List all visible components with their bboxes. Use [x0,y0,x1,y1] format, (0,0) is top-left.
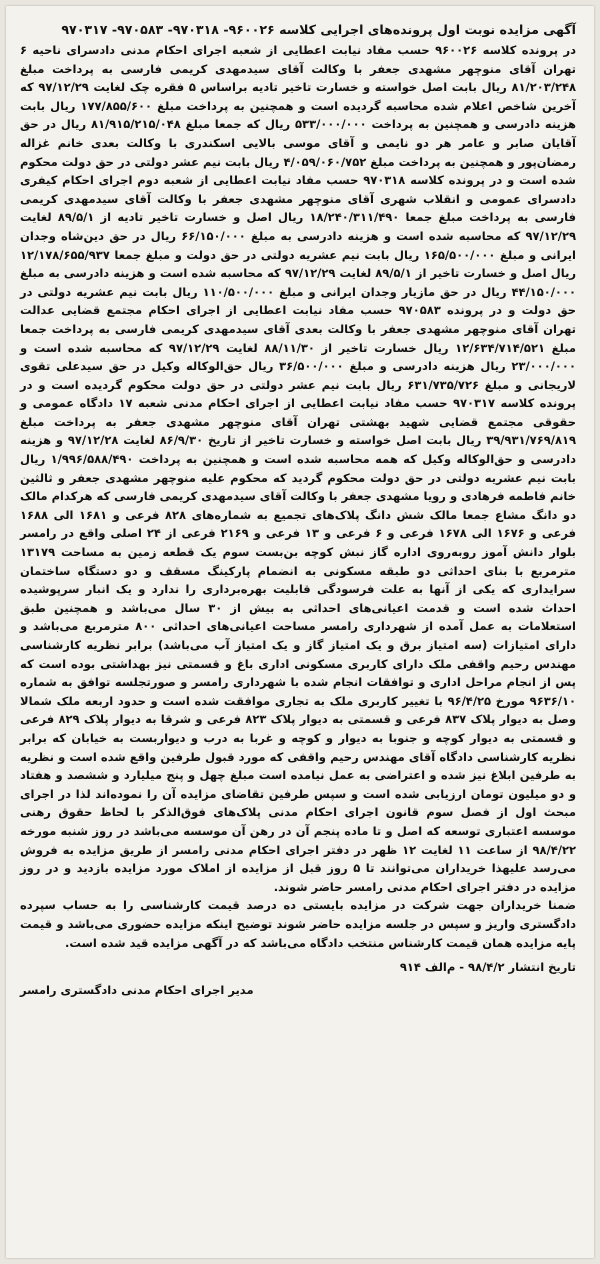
notice-title: آگهی مزایده نوبت اول پرونده‌های اجرایی کلاسه ۹۶۰۰۲۶- ۹۷۰۳۱۸- ۹۷۰۵۸۳- ۹۷۰۳۱۷ [61,22,576,37]
signature-line: مدیر اجرای احکام مدنی دادگستری رامسر [20,982,254,997]
notice-body [20,41,576,952]
notice-paragraph-1: در پرونده کلاسه ۹۶۰۰۲۶ حسب مفاد نیابت اعطایی از شعبه اجرای احکام مدنی دادسرای ناحیه ۶ تهران آقای منوچهر مشهدی جعفر با وکالت آقای سیدمهدی کریمی فارسی به پرداخت مبلغ ۸۱/۲۰۳/۲۴۸ ریال بابت اصل خواسته و خسارت تاخیر تادیه براساس ۵ فقره چک لغایت ۹۷/۱۲/۲۹ که آخرین شاخص اعلام شده محاسبه گردیده است و همچنین به پرداخت مبلغ ۱۷۷/۸۵۵/۶۰۰ ریال بابت هزینه دادرسی و همچنین به پرداخت ۵۳۳/۰۰۰/۰۰۰ ریال که جمعا مبلغ ۸۱/۹۱۵/۲۱۵/۰۴۸ ریال در حق آقایان صابر و عامر هر دو نایمی و آقای موسی بالایی اسکندری با وکالت بعدی خانم غزاله رمضان‌پور و همچنین به پرداخت مبلغ ۴/۰۵۹/۰۶۰/۷۵۲ ریال بابت نیم عشر دولتی در حق دولت محکوم شده است و در پرونده کلاسه ۹۷۰۳۱۸ حسب مفاد نیابت اعطایی از شعبه دوم اجرای احکام کیفری دادسرای عمومی و انقلاب شهری آقای منوچهر مشهدی جعفر با وکالت آقای سیدمهدی کریمی فارسی به پرداخت مبلغ جمعا ۱۸/۲۴۰/۳۱۱/۴۹۰ ریال اصل و خسارت تاخیر تادیه از ۸۹/۵/۱ لغایت ۹۷/۱۲/۲۹ که محاسبه شده است و هزینه دادرسی به مبلغ ۶۶/۱۵۰/۰۰۰ ریال در حق دین‌شاه وجدان ایرانی و مبلغ ۱۶۵/۵۰۰/۰۰۰ ریال بابت نیم عشریه دولتی در حق دولت و مبلغ جمعا ۱۲/۱۷۸/۶۵۵/۹۳۷ ریال اصل و خسارت تاخیر از ۸۹/۵/۱ لغایت ۹۷/۱۲/۲۹ که محاسبه شده است و هزینه دادرسی به مبلغ ۴۴/۱۵۰/۰۰۰ ریال در حق مازیار وجدان ایرانی و مبلغ ۱۱۰/۵۰۰/۰۰۰ ریال بابت نیم عشریه دولتی در حق دولت و در پرونده ۹۷۰۵۸۳ حسب مفاد نیابت اعطایی از اجرای احکام مجتمع قضایی عدالت تهران آقای منوچهر مشهدی جعفر با وکالت بعدی آقای سیدمهدی کریمی فارسی به پرداخت جمعا مبلغ ۱۲/۶۳۴/۷۱۴/۵۲۱ ریال خسارت تاخیر از ۸۸/۱۱/۳۰ لغایت ۹۷/۱۲/۲۹ که محاسبه شده است و ۲۳/۰۰۰/۰۰۰ ریال هزینه دادرسی و مبلغ ۳۶/۵۰۰/۰۰۰ ریال حق‌الوکاله وکیل در حق سیدعلی تقوی لاریجانی و مبلغ ۶۳۱/۷۳۵/۷۲۶ ریال بابت نیم عشر دولتی در حق دولت محکوم گردیده است و در پرونده کلاسه ۹۷۰۳۱۷ حسب مفاد نیابت اعطایی از اجرای احکام مدنی شعبه ۱۷ دادگاه عمومی و حقوقی مجتمع قضایی شهید بهشتی تهران آقای منوچهر مشهدی جعفر به پرداخت مبلغ ۳۹/۹۳۱/۷۶۹/۸۱۹ ریال بابت اصل خواسته و خسارت تاخیر از تاریخ ۸۶/۹/۳۰ لغایت ۹۷/۱۲/۲۸ و هزینه دادرسی و حق‌الوکاله وکیل که همه محاسبه شده است و همچنین به پرداخت ۱/۹۹۶/۵۸۸/۴۹۰ ریال بابت نیم عشریه دولتی در حق دولت محکوم گردید که محکوم علیه منوچهر مشهدی جعفر و ثالثین خانم فاطمه فرهادی و رویا مشهدی جعفر با وکالت آقای سیدمهدی کریمی فارسی که هرکدام مالک دو دانگ مشاع جمعا مالک شش دانگ پلاک‌های تجمیع به شماره‌های ۸۲۸ فرعی و ۱۶۸۱ الی ۱۶۸۸ فرعی و ۱۶۷۶ الی ۱۶۷۸ فرعی و ۶ فرعی و ۱۳ فرعی و ۲۱۶۹ فرعی از ۲۴ اصلی واقع در رامسر بلوار دانش آموز روبه‌روی اداره گاز نبش کوچه بن‌بست سوم یک قطعه زمین به مساحت ۱۳۱۷۹ مترمربع با بنای احداثی دو طبقه مسکونی به انضمام پارکینگ مسقف و دو دستگاه ساختمان سرایداری که یکی از آنها به علت فرسودگی قابلیت بهره‌برداری را ندارد و یک انبار سرپوشیده احداث شده است و قدمت اعیانی‌های احداثی به بیش از ۳۰ سال می‌باشد و همچنین طبق استعلامات به عمل آمده از شهرداری رامسر مساحت اعیانی‌های احداثی ۸۰۰ مترمربع می‌باشد و دارای امتیازات (سه امتیاز برق و یک امتیاز گاز و یک امتیاز آب می‌باشد) برابر نظریه کارشناسی مهندس رحیم واقفی ملک دارای کاربری مسکونی اداری باغ و قسمتی نیز بهداشتی بوده است که پس از انجام مراحل اداری و توافقات انجام شده با شهرداری رامسر و صورتجلسه توافق به شماره ۹۶۳۶/۱۰ مورخ ۹۶/۴/۲۵ با تغییر کاربری ملک به تجاری موافقت شده است و حدود اربعه ملک شمالا وصل به دیوار پلاک ۸۳۷ فرعی و قسمتی به دیوار پلاک ۸۲۳ فرعی و شرقا به دیوار پلاک ۸۲۹ فرعی و قسمتی به دیوار کوچه و جنوبا به دیوار و کوچه و غربا به درب و دیواربست به خیابان که برابر نظریه کارشناسی دادگاه آقای مهندس رحیم واقفی که مورد قبول طرفین واقع شده است و نظریه به طرفین ابلاغ نیز شده و اعتراضی به عمل نیامده است مبلغ چهل و پنج میلیارد و ششصد و هفتاد و دو میلیون تومان ارزیابی شده است و سپس طرفین تقاضای مزایده آن را نموده‌اند لذا در اجرای مبحث اول از فصل سوم قانون اجرای احکام مدنی پلاک‌های فوق‌الذکر با لحاظ حقوق رهنی موسسه اعتباری توسعه که اصل و تا ماده پنجم آن در رهن آن موسسه می‌باشد در روز شنبه مورخه ۹۸/۴/۲۲ از ساعت ۱۱ لغایت ۱۲ ظهر در دفتر اجرای احکام مدنی رامسر از طریق مزایده به فروش می‌رسد علیهذا خریداران می‌توانند تا ۵ روز قبل از مزایده از املاک مورد مزایده بازدید و در روز مزایده در دفتر اجرای احکام مدنی رامسر حاضر شوند. [20,43,577,894]
newspaper-clipping [6,6,594,1258]
auction-notice [6,6,594,958]
notice-paragraph-2: ضمنا خریداران جهت شرکت در مزایده بایستی ده درصد قیمت کارشناسی را به حساب سپرده دادگستری واریز و سپس در جلسه مزایده حاضر شوند توضیح اینکه مزایده حضوری می‌باشد و قیمت پایه مزایده همان قیمت کارشناس منتخب دادگاه می‌باشد که در آگهی مزایده قید شده است. [20,898,576,950]
publish-date-line: تاریخ انتشار ۹۸/۴/۲ - م‌الف ۹۱۴ [399,960,576,975]
